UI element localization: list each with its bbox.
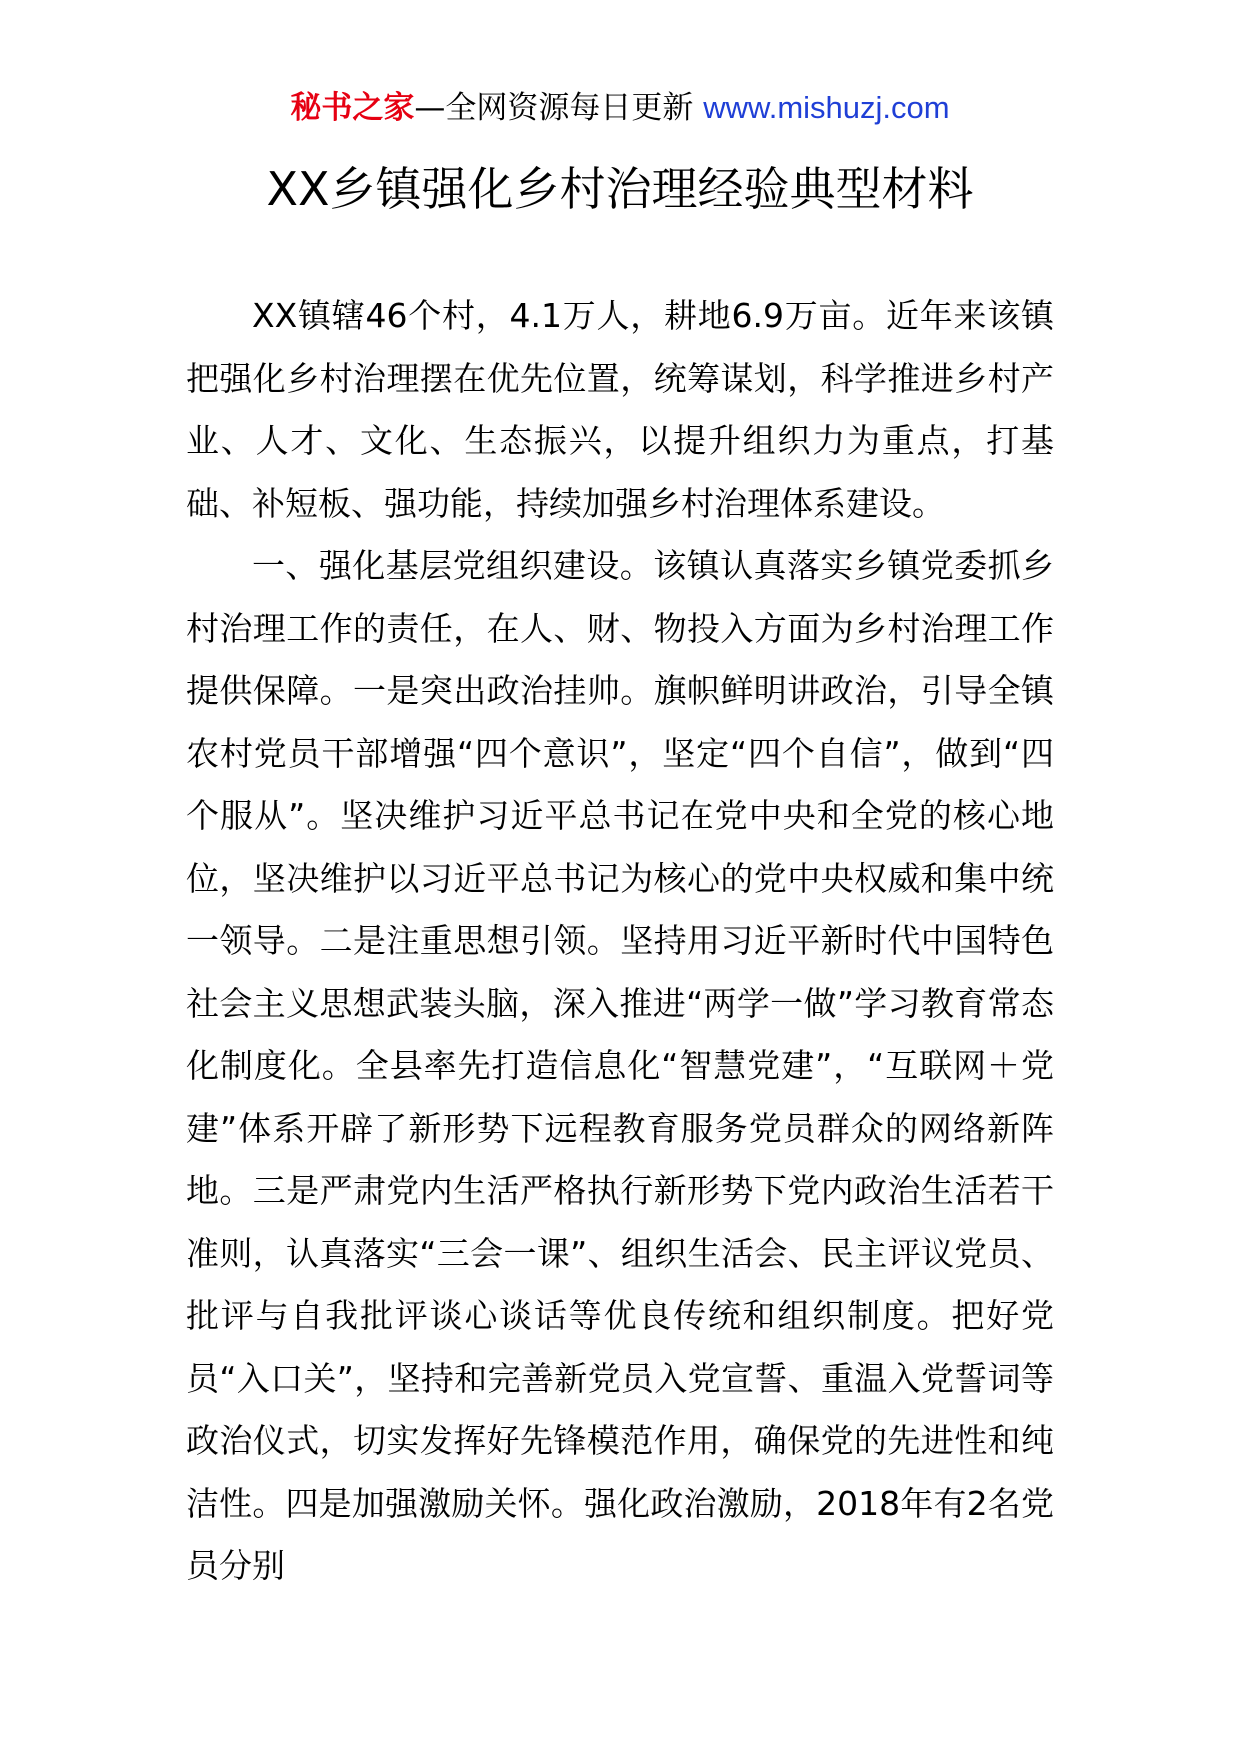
site-tagline: —全网资源每日更新 bbox=[414, 90, 694, 126]
site-header bbox=[0, 86, 1240, 130]
document-title: XX乡镇强化乡村治理经验典型材料 bbox=[266, 162, 974, 216]
document-body bbox=[186, 285, 1054, 1598]
site-url: www.mishuzj.com bbox=[703, 90, 950, 125]
paragraph-section-1: 一、强化基层党组织建设。该镇认真落实乡镇党委抓乡村治理工作的责任，在人、财、物投入方面为乡村治理工作提供保障。一是突出政治挂帅。旗帜鲜明讲政治，引导全镇农村党员干部增强“四个意识”，坚定“四个自信”，做到“四个服从”。坚决维护习近平总书记在党中央和全党的核心地位，坚决维护以习近平总书记为核心的党中央权威和集中统一领导。二是注重思想引领。坚持用习近平新时代中国特色社会主义思想武装头脑，深入推进“两学一做”学习教育常态化制度化。全县率先打造信息化“智慧党建”，“互联网＋党建”体系开辟了新形势下远程教育服务党员群众的网络新阵地。三是严肃党内生活严格执行新形势下党内政治生活若干准则，认真落实“三会一课”、组织生活会、民主评议党员、批评与自我批评谈心谈话等优良传统和组织制度。把好党员“入口关”，坚持和完善新党员入党宣誓、重温入党誓词等政治仪式，切实发挥好先锋模范作用，确保党的先进性和纯洁性。四是加强激励关怀。强化政治激励，2018年有2名党员分别 bbox=[186, 546, 1054, 1585]
site-brand: 秘书之家 bbox=[290, 90, 415, 126]
paragraph-intro: XX镇辖46个村，4.1万人，耕地6.9万亩。近年来该镇把强化乡村治理摆在优先位置，统筹谋划，科学推进乡村产业、人才、文化、生态振兴，以提升组织力为重点，打基础、补短板、强功能，持续加强乡村治理体系建设。 bbox=[186, 296, 1054, 523]
